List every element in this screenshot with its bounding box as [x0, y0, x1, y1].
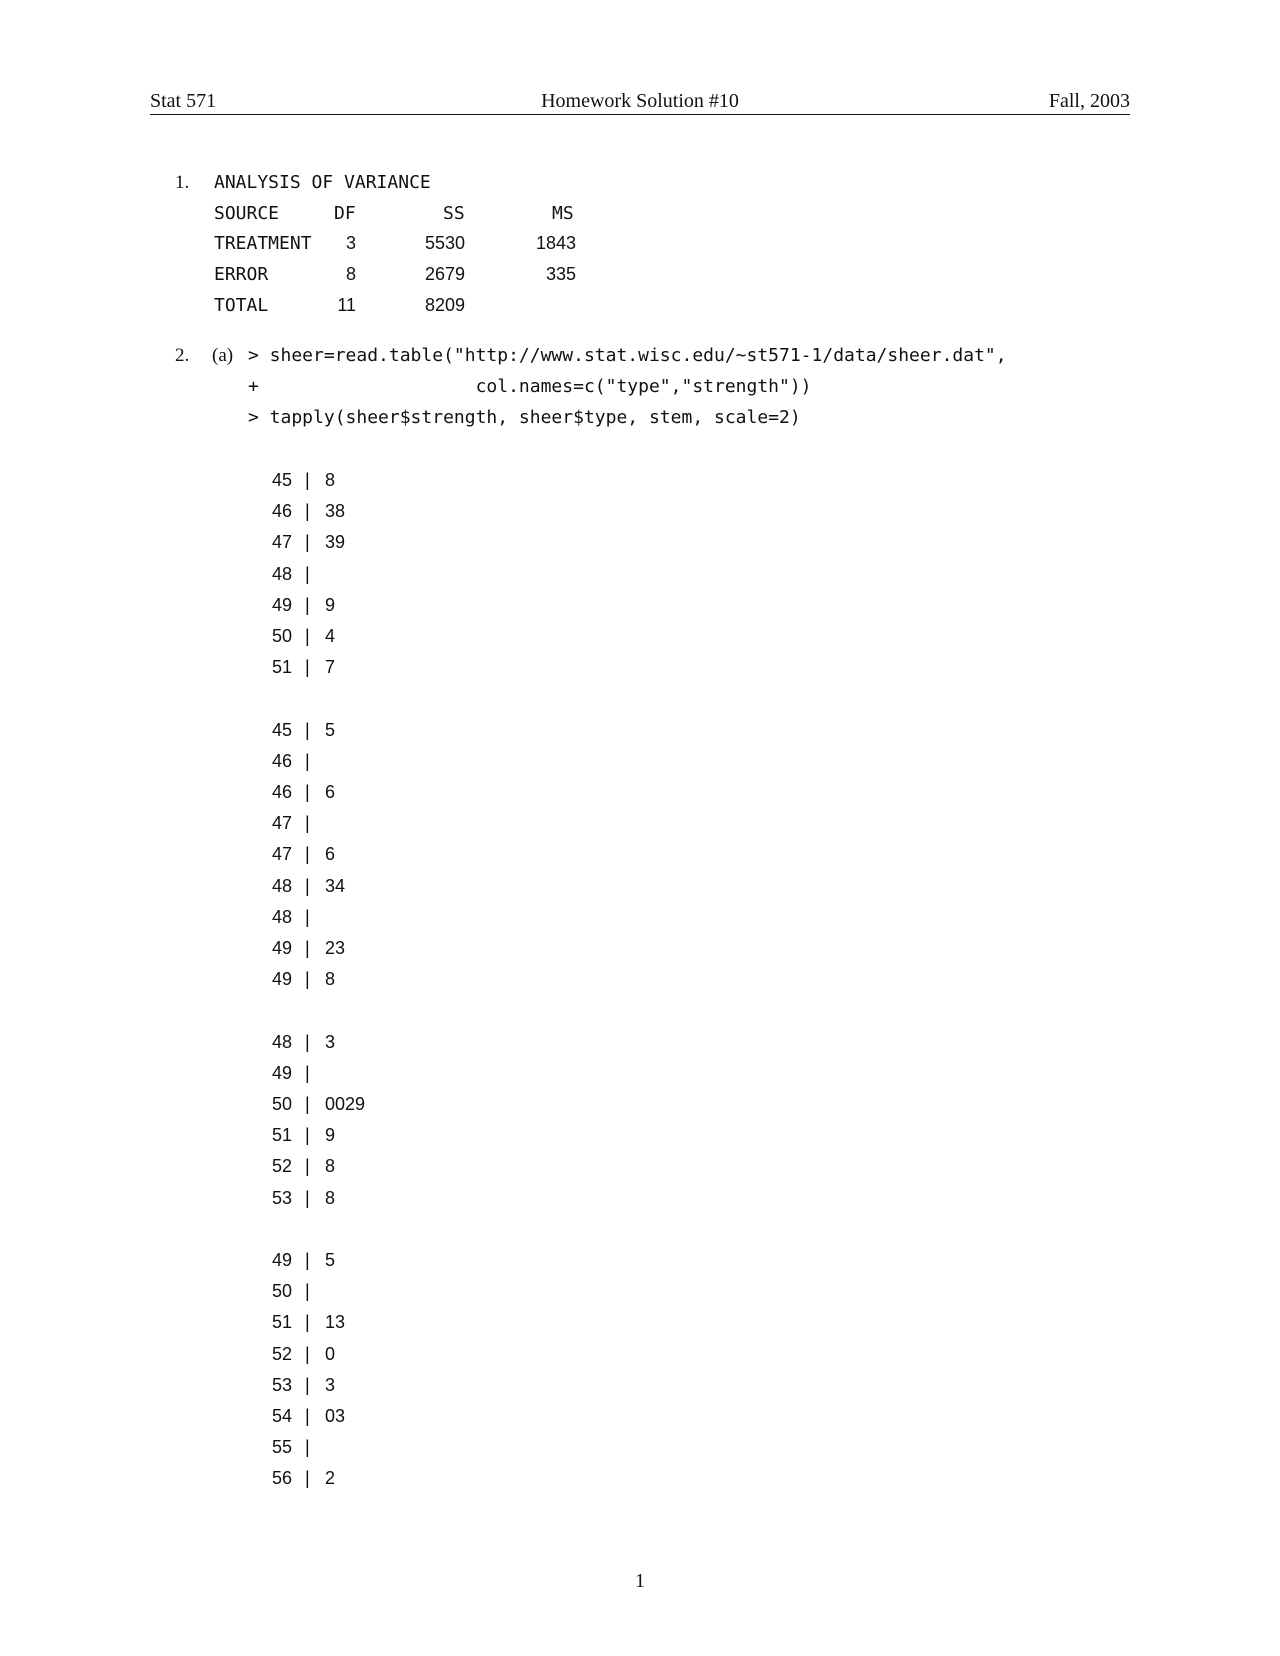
stem-value: 55	[271, 1437, 292, 1457]
stem-value: 51	[271, 657, 292, 677]
code-line-1: > sheer=read.table("http://www.stat.wisc.edu/~st571-1/data/sheer.dat",	[248, 345, 1007, 366]
stem-row	[0, 1123, 1280, 1147]
stem-separator: |	[305, 751, 310, 771]
stem-row	[0, 1030, 1280, 1054]
stem-separator: |	[305, 1063, 310, 1083]
leaf-values: 3	[325, 1375, 336, 1395]
problem-2-part-a: (a)	[212, 345, 234, 366]
stem-separator: |	[305, 470, 310, 490]
stem-separator: |	[305, 720, 310, 740]
leaf-values: 0	[325, 1344, 336, 1364]
leaf-values: 0029	[325, 1094, 366, 1114]
stem-separator: |	[305, 1344, 310, 1364]
leaf-values: 8	[325, 1188, 336, 1208]
stem-value: 49	[271, 969, 292, 989]
anova-header-source: SOURCE	[214, 203, 280, 224]
stem-row	[0, 593, 1280, 617]
stem-value: 50	[271, 1281, 292, 1301]
stem-separator: |	[305, 1468, 310, 1488]
stem-value: 52	[271, 1156, 292, 1176]
stem-row	[0, 718, 1280, 742]
anova-row-treatment-df: 3	[345, 233, 356, 253]
stem-separator: |	[305, 782, 310, 802]
header-center: Homework Solution #10	[541, 90, 739, 112]
anova-row-total-df: 11	[337, 295, 356, 315]
stem-row	[0, 1248, 1280, 1272]
stem-separator: |	[305, 1250, 310, 1270]
stem-row	[0, 1342, 1280, 1366]
anova-row-error-source: ERROR	[214, 264, 269, 285]
leaf-values: 03	[325, 1406, 346, 1426]
stem-value: 45	[271, 470, 292, 490]
stem-row	[0, 842, 1280, 866]
stem-row	[0, 468, 1280, 492]
stem-value: 48	[271, 876, 292, 896]
stem-value: 49	[271, 1063, 292, 1083]
stem-row	[0, 811, 1280, 835]
stem-separator: |	[305, 1094, 310, 1114]
leaf-values: 8	[325, 470, 336, 490]
stem-row	[0, 1186, 1280, 1210]
leaf-values: 3	[325, 1032, 336, 1052]
code-line-3: > tapply(sheer$strength, sheer$type, stem, scale=2)	[248, 407, 801, 428]
leaf-values: 5	[325, 1250, 336, 1270]
stem-row	[0, 562, 1280, 586]
stem-row	[0, 874, 1280, 898]
leaf-values: 39	[325, 532, 346, 552]
anova-row-treatment-ss: 5530	[424, 233, 465, 253]
stem-value: 47	[271, 844, 292, 864]
anova-title: ANALYSIS OF VARIANCE	[214, 172, 431, 193]
stem-separator: |	[305, 813, 310, 833]
leaf-values: 9	[325, 595, 336, 615]
stem-row	[0, 749, 1280, 773]
stem-value: 46	[271, 501, 292, 521]
stem-separator: |	[305, 1406, 310, 1426]
anova-row-treatment-ms: 1843	[535, 233, 576, 253]
anova-row-total-source: TOTAL	[214, 295, 269, 316]
stem-row	[0, 1310, 1280, 1334]
stem-separator: |	[305, 1312, 310, 1332]
problem-1-number: 1.	[175, 172, 190, 193]
stem-row	[0, 1061, 1280, 1085]
stem-value: 49	[271, 595, 292, 615]
stem-row	[0, 1154, 1280, 1178]
anova-header-ms: MS	[552, 203, 574, 224]
leaf-values: 13	[325, 1312, 346, 1332]
code-line-2: + col.names=c("type","strength"))	[248, 376, 812, 397]
leaf-values: 8	[325, 969, 336, 989]
stem-value: 53	[271, 1375, 292, 1395]
stem-row	[0, 967, 1280, 991]
leaf-values: 34	[325, 876, 346, 896]
leaf-values: 9	[325, 1125, 336, 1145]
stem-value: 49	[271, 938, 292, 958]
stem-row	[0, 655, 1280, 679]
stem-separator: |	[305, 1125, 310, 1145]
anova-row-total-ss: 8209	[424, 295, 465, 315]
page-number: 1	[635, 1570, 645, 1592]
leaf-values: 7	[325, 657, 336, 677]
stem-separator: |	[305, 1281, 310, 1301]
leaf-values: 23	[325, 938, 346, 958]
anova-row-error-ms: 335	[545, 264, 576, 284]
anova-header-ss: SS	[443, 203, 465, 224]
stem-separator: |	[305, 657, 310, 677]
stem-value: 46	[271, 782, 292, 802]
stem-separator: |	[305, 1375, 310, 1395]
stem-row	[0, 1373, 1280, 1397]
anova-row-treatment-source: TREATMENT	[214, 233, 312, 254]
stem-separator: |	[305, 1188, 310, 1208]
stem-separator: |	[305, 564, 310, 584]
leaf-values: 5	[325, 720, 336, 740]
stem-separator: |	[305, 844, 310, 864]
stem-separator: |	[305, 532, 310, 552]
stem-row	[0, 1466, 1280, 1490]
stem-value: 54	[271, 1406, 292, 1426]
header-rule	[150, 114, 1130, 115]
stem-separator: |	[305, 876, 310, 896]
stem-row	[0, 624, 1280, 648]
leaf-values: 2	[325, 1468, 336, 1488]
stem-row	[0, 905, 1280, 929]
header-left: Stat 571	[150, 90, 217, 112]
stem-value: 48	[271, 564, 292, 584]
stem-row	[0, 936, 1280, 960]
stem-value: 50	[271, 1094, 292, 1114]
stem-row	[0, 780, 1280, 804]
stem-value: 46	[271, 751, 292, 771]
stem-value: 52	[271, 1344, 292, 1364]
stem-value: 51	[271, 1312, 292, 1332]
stem-separator: |	[305, 938, 310, 958]
stem-separator: |	[305, 501, 310, 521]
leaf-values: 38	[325, 501, 346, 521]
stem-value: 50	[271, 626, 292, 646]
stem-row	[0, 1404, 1280, 1428]
stem-value: 48	[271, 907, 292, 927]
stem-row	[0, 1092, 1280, 1116]
anova-header-df: DF	[334, 203, 356, 224]
leaf-values: 6	[325, 782, 336, 802]
stem-separator: |	[305, 1156, 310, 1176]
stem-value: 47	[271, 532, 292, 552]
anova-row-error-df: 8	[345, 264, 356, 284]
problem-2-number: 2.	[175, 345, 190, 366]
leaf-values: 6	[325, 844, 336, 864]
stem-value: 48	[271, 1032, 292, 1052]
leaf-values: 4	[325, 626, 336, 646]
stem-value: 51	[271, 1125, 292, 1145]
stem-separator: |	[305, 1437, 310, 1457]
stem-value: 49	[271, 1250, 292, 1270]
anova-row-error-ss: 2679	[424, 264, 465, 284]
stem-value: 45	[271, 720, 292, 740]
stem-separator: |	[305, 626, 310, 646]
leaf-values: 8	[325, 1156, 336, 1176]
stem-row	[0, 1435, 1280, 1459]
stem-value: 53	[271, 1188, 292, 1208]
stem-separator: |	[305, 1032, 310, 1052]
header-right: Fall, 2003	[1048, 90, 1130, 112]
stem-row	[0, 1279, 1280, 1303]
stem-separator: |	[305, 969, 310, 989]
stem-row	[0, 499, 1280, 523]
stem-row	[0, 530, 1280, 554]
stem-separator: |	[305, 907, 310, 927]
stem-value: 47	[271, 813, 292, 833]
stem-separator: |	[305, 595, 310, 615]
stem-value: 56	[271, 1468, 292, 1488]
